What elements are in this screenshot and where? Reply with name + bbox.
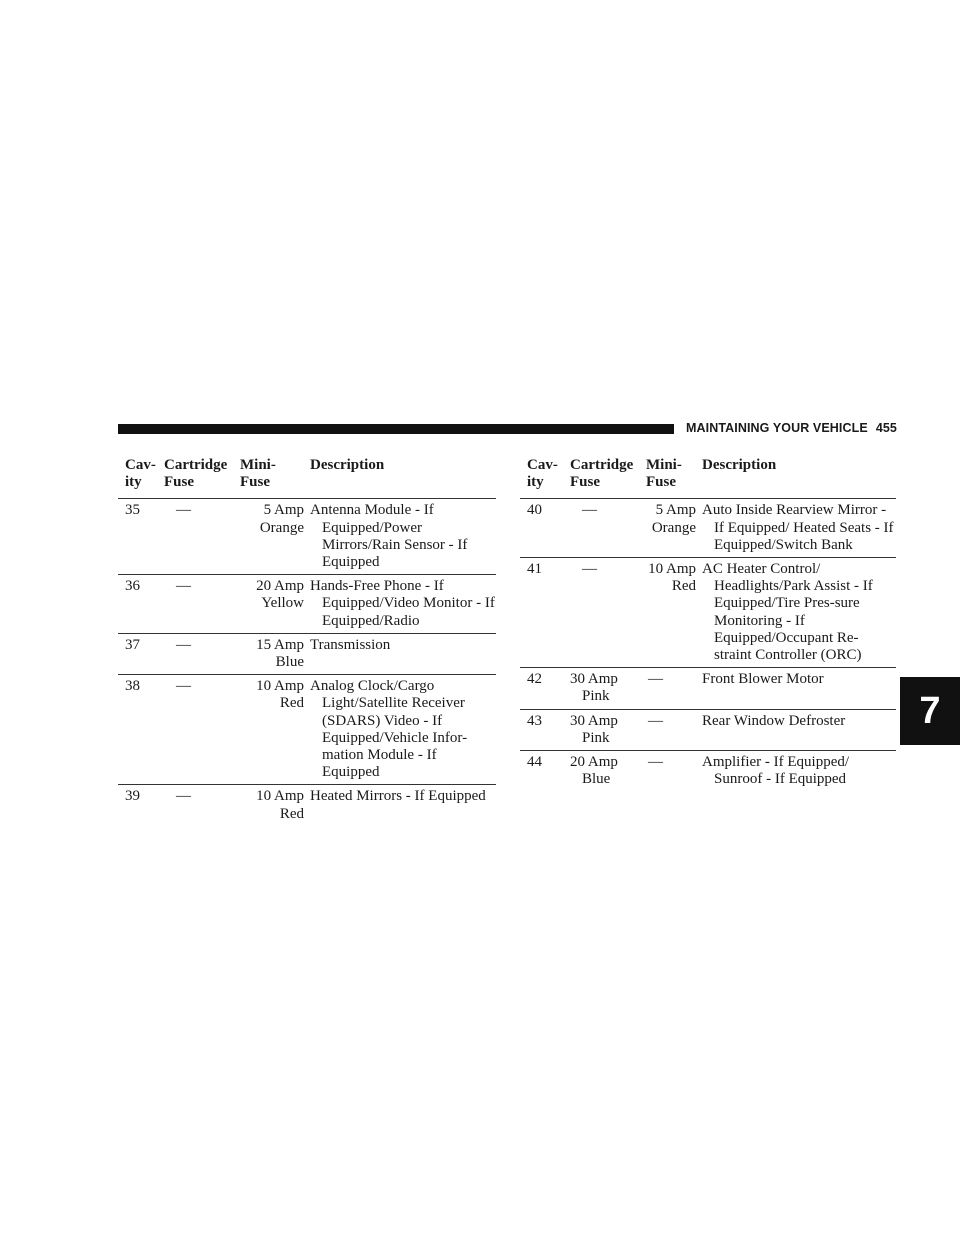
cell-cavity: 35 (118, 499, 164, 575)
cell-description: Rear Window Defroster (702, 709, 896, 750)
cell-mini-fuse: 20 Amp Yellow (240, 575, 310, 634)
cell-description: Antenna Module - If Equipped/Power Mirrors/Rain Sensor - If Equipped (310, 499, 496, 575)
col-header-cartridge: Cartridge Fuse (164, 457, 240, 499)
cell-cartridge: 20 Amp Blue (570, 754, 618, 788)
cell-mini-fuse: 10 Amp Red (240, 675, 310, 785)
col-header-cartridge: Cartridge Fuse (570, 457, 646, 499)
table-row (118, 575, 496, 634)
cell-description: Auto Inside Rearview Mirror - If Equipped/ Heated Seats - If Equipped/Switch Bank (702, 499, 896, 558)
cell-mini-fuse: — (646, 668, 702, 709)
cell-cavity: 36 (118, 575, 164, 634)
table-header-row (520, 457, 896, 499)
cell-mini-fuse: 5 Amp Orange (646, 499, 702, 558)
table-row (520, 558, 896, 668)
table-row (118, 785, 496, 826)
cell-description: Analog Clock/Cargo Light/Satellite Receiver (SDARS) Video - If Equipped/Vehicle Infor-mation Module - If Equipped (310, 675, 496, 785)
col-header-description: Description (702, 457, 896, 499)
cell-mini-fuse: — (648, 754, 663, 771)
cell-cavity: 40 (520, 499, 570, 558)
cell-cartridge: — (570, 499, 646, 558)
cell-description: Front Blower Motor (702, 668, 896, 709)
cell-description: Hands-Free Phone - If Equipped/Video Monitor - If Equipped/Radio (310, 575, 496, 634)
chapter-tab (900, 677, 960, 745)
table-row (520, 499, 896, 558)
cell-mini-fuse: 15 Amp Blue (240, 633, 310, 674)
fuse-table-left (118, 457, 496, 826)
table-row (520, 709, 896, 750)
table-row (118, 675, 496, 785)
section-title: MAINTAINING YOUR VEHICLE (686, 421, 868, 435)
col-header-cavity: Cav- ity (520, 457, 570, 499)
cell-cavity: 39 (125, 788, 140, 805)
cell-description: AC Heater Control/ Headlights/Park Assist - If Equipped/Tire Pres-sure Monitoring - If Equipped/Occupant Re-straint Controller (ORC) (702, 558, 896, 668)
running-header (686, 421, 897, 435)
cell-mini-fuse: 5 Amp Orange (240, 499, 310, 575)
cell-description: Transmission (310, 633, 496, 674)
table-header-row (118, 457, 496, 499)
table-row (520, 751, 896, 792)
page-number: 455 (875, 421, 897, 435)
table-row (520, 668, 896, 709)
col-header-cavity: Cav- ity (118, 457, 164, 499)
cell-mini-fuse: 10 Amp Red (256, 788, 304, 822)
cell-description: Heated Mirrors - If Equipped (310, 788, 486, 805)
cell-cartridge: — (570, 558, 646, 668)
col-header-description: Description (310, 457, 496, 499)
cell-cartridge: — (164, 499, 240, 575)
table-row (118, 499, 496, 575)
cell-cavity: 42 (520, 668, 570, 709)
header-rule (118, 424, 674, 434)
cell-cartridge: — (164, 575, 240, 634)
cell-mini-fuse: 10 Amp Red (646, 558, 702, 668)
cell-cartridge: — (176, 788, 191, 805)
cell-cartridge: 30 Amp Pink (570, 709, 646, 750)
cell-description: Amplifier - If Equipped/ Sunroof - If Equipped (702, 754, 850, 788)
cell-cartridge: — (164, 675, 240, 785)
cell-cavity: 37 (118, 633, 164, 674)
col-header-mini: Mini- Fuse (646, 457, 702, 499)
cell-cavity: 41 (520, 558, 570, 668)
cell-cavity: 38 (118, 675, 164, 785)
fuse-table-right (520, 457, 896, 791)
cell-cavity: 44 (527, 754, 542, 771)
cell-cartridge: 30 Amp Pink (570, 668, 646, 709)
col-header-mini: Mini- Fuse (240, 457, 310, 499)
chapter-number: 7 (919, 689, 941, 732)
cell-cavity: 43 (520, 709, 570, 750)
table-row (118, 633, 496, 674)
cell-mini-fuse: — (646, 709, 702, 750)
cell-cartridge: — (164, 633, 240, 674)
